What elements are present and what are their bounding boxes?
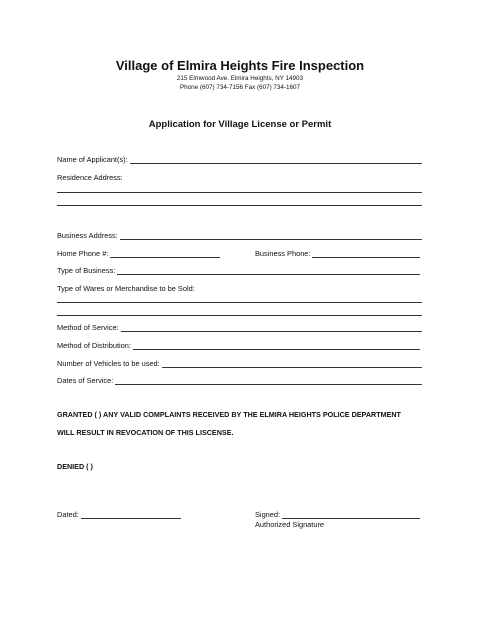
vehicles-count-row <box>57 359 422 368</box>
home-phone-label: Home Phone #: <box>57 249 109 258</box>
dated-row <box>57 510 181 519</box>
service-method-field[interactable] <box>121 325 422 332</box>
signed-row <box>255 510 420 519</box>
denied-checkbox[interactable]: DENIED ( ) <box>57 462 93 471</box>
business-address-row <box>57 231 422 240</box>
granted-notice-line-1: GRANTED ( ) ANY VALID COMPLAINTS RECEIVED BY THE ELMIRA HEIGHTS POLICE DEPARTMENT <box>57 410 401 419</box>
business-address-label: Business Address: <box>57 231 118 240</box>
dated-label: Dated: <box>57 510 79 519</box>
signature-field[interactable] <box>282 512 420 519</box>
business-type-field[interactable] <box>117 268 420 275</box>
vehicles-count-label: Number of Vehicles to be used: <box>57 359 160 368</box>
distribution-method-field[interactable] <box>133 343 420 350</box>
residence-address-field-2[interactable] <box>57 205 422 206</box>
home-phone-field[interactable] <box>110 251 220 258</box>
wares-type-field-1[interactable] <box>57 302 422 303</box>
office-phone-fax: Phone (607) 734-7156 Fax (607) 734-1607 <box>179 84 301 91</box>
residence-address-label: Residence Address: <box>57 173 123 182</box>
form-title: Application for Village License or Permit <box>148 119 332 130</box>
business-phone-row <box>255 249 420 258</box>
wares-type-field-2[interactable] <box>57 315 422 316</box>
service-method-row <box>57 323 422 332</box>
document-title: Village of Elmira Heights Fire Inspection <box>115 58 365 73</box>
service-dates-field[interactable] <box>115 378 422 385</box>
business-type-row <box>57 266 420 275</box>
distribution-method-label: Method of Distribution: <box>57 341 131 350</box>
dated-field[interactable] <box>81 512 181 519</box>
granted-notice-line-2: WILL RESULT IN REVOCATION OF THIS LISCENSE. <box>57 428 234 437</box>
vehicles-count-field[interactable] <box>162 361 422 368</box>
office-address: 215 Elmwood Ave. Elmira Heights, NY 14903 <box>176 75 304 82</box>
applicant-name-label: Name of Applicant(s): <box>57 155 128 164</box>
authorized-signature-caption: Authorized Signature <box>255 520 325 529</box>
wares-type-label: Type of Wares or Merchandise to be Sold: <box>57 284 195 293</box>
service-dates-row <box>57 376 422 385</box>
business-phone-field[interactable] <box>312 251 420 258</box>
business-phone-label: Business Phone: <box>255 249 311 258</box>
service-dates-label: Dates of Service: <box>57 376 114 385</box>
business-address-field[interactable] <box>120 233 422 240</box>
applicant-name-row <box>57 155 422 164</box>
residence-address-field-1[interactable] <box>57 192 422 193</box>
distribution-method-row <box>57 341 420 350</box>
applicant-name-field[interactable] <box>130 157 422 164</box>
business-type-label: Type of Business: <box>57 266 116 275</box>
home-phone-row <box>57 249 220 258</box>
signed-label: Signed: <box>255 510 281 519</box>
service-method-label: Method of Service: <box>57 323 119 332</box>
